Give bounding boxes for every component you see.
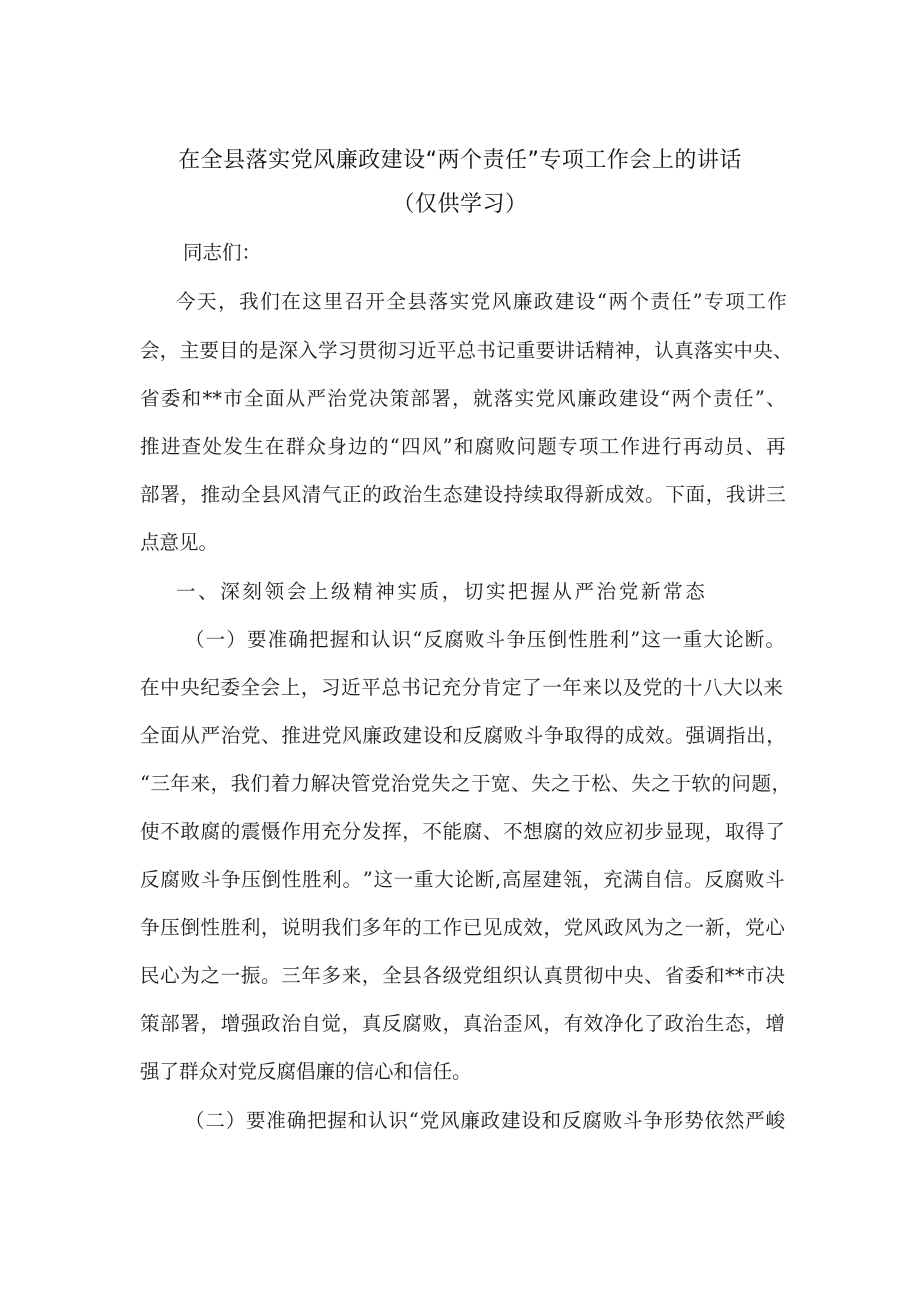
paragraph-line: 争 压 倒 性 胜 利 ， 说 明 我 们 多 年 的 工 作 已 见 成 效 ， 党 风 政 风 为 之 一 新 ， 党 心 <box>140 916 785 939</box>
paragraph-line: 推 进 查 处 发 生 在 群 众 身 边 的 “ 四 风 ” 和 腐 败 问 题 专 项 工 作 进 行 再 动 员 、 再 <box>140 435 786 458</box>
paragraph-line: （ 二 ） 要 准 确 把 握 和 认 识 “ 党 风 廉 政 建 设 和 反 腐 败 斗 争 形 势 依 然 严 峻 <box>185 1109 785 1132</box>
salutation: 同志们： <box>183 241 262 264</box>
paragraph-line: 点意见。 <box>140 531 219 554</box>
paragraph-line: 强了群众对党反腐倡廉的信心和信任。 <box>140 1060 472 1083</box>
document-subtitle: （仅供学习） <box>392 192 528 217</box>
paragraph-line: 反 腐 败 斗 争 压 倒 性 胜 利 。 ” 这 一 重 大 论 断 , 高 屋 建 瓴 ， 充 满 自 信 。 反 腐 败 斗 <box>140 868 785 891</box>
paragraph-line: 在 中 央 纪 委 全 会 上 ， 习 近 平 总 书 记 充 分 肯 定 了 一 年 来 以 及 党 的 十 八 大 以 来 <box>140 676 783 699</box>
paragraph-line: 民 心 为 之 一 振 。 三 年 多 来 ， 全 县 各 级 党 组 织 认 真 贯 彻 中 央 、 省 委 和 ** 市 决 <box>140 964 785 987</box>
document-title: 在全县落实党风廉政建设“两个责任”专项工作会上的讲话 <box>178 148 742 173</box>
paragraph-line: 会 ， 主 要 目 的 是 深 入 学 习 贯 彻 习 近 平 总 书 记 重 要 讲 话 精 神 ， 认 真 落 实 中 央 、 <box>140 339 793 362</box>
paragraph-line: “ 三 年 来 ， 我 们 着 力 解 决 管 党 治 党 失 之 于 宽 、 失 之 于 松 、 失 之 于 软 的 问 题 ， <box>140 772 791 795</box>
paragraph-line: 使 不 敢 腐 的 震 慑 作 用 充 分 发 挥 ， 不 能 腐 、 不 想 腐 的 效 应 初 步 显 现 ， 取 得 了 <box>140 820 785 843</box>
paragraph-line: 策 部 署 ， 增 强 政 治 自 觉 ， 真 反 腐 败 ， 真 治 歪 风 ， 有 效 净 化 了 政 治 生 态 ， 增 <box>140 1012 785 1035</box>
paragraph-line: 部 署 ， 推 动 全 县 风 清 气 正 的 政 治 生 态 建 设 持 续 取 得 新 成 效 。 下 面 ， 我 讲 三 <box>140 483 786 506</box>
paragraph-line: 今 天 ， 我 们 在 这 里 召 开 全 县 落 实 党 风 廉 政 建 设 “ 两 个 责 任 ” 专 项 工 作 <box>176 290 787 313</box>
paragraph-line: 全 面 从 严 治 党 、 推 进 党 风 廉 政 建 设 和 反 腐 败 斗 争 取 得 的 成 效 。 强 调 指 出 ， <box>140 724 786 747</box>
section-heading: 一 、 深 刻 领 会 上 级 精 神 实 质 ， 切 实 把 握 从 严 治 党 新 常 态 <box>176 580 705 603</box>
paragraph-line: 省 委 和 ** 市 全 面 从 严 治 党 决 策 部 署 ， 就 落 实 党 风 廉 政 建 设 “ 两 个 责 任 ” 、 <box>140 387 786 410</box>
paragraph-line: （ 一 ） 要 准 确 把 握 和 认 识 “ 反 腐 败 斗 争 压 倒 性 胜 利 ” 这 一 重 大 论 断 。 <box>185 628 785 651</box>
